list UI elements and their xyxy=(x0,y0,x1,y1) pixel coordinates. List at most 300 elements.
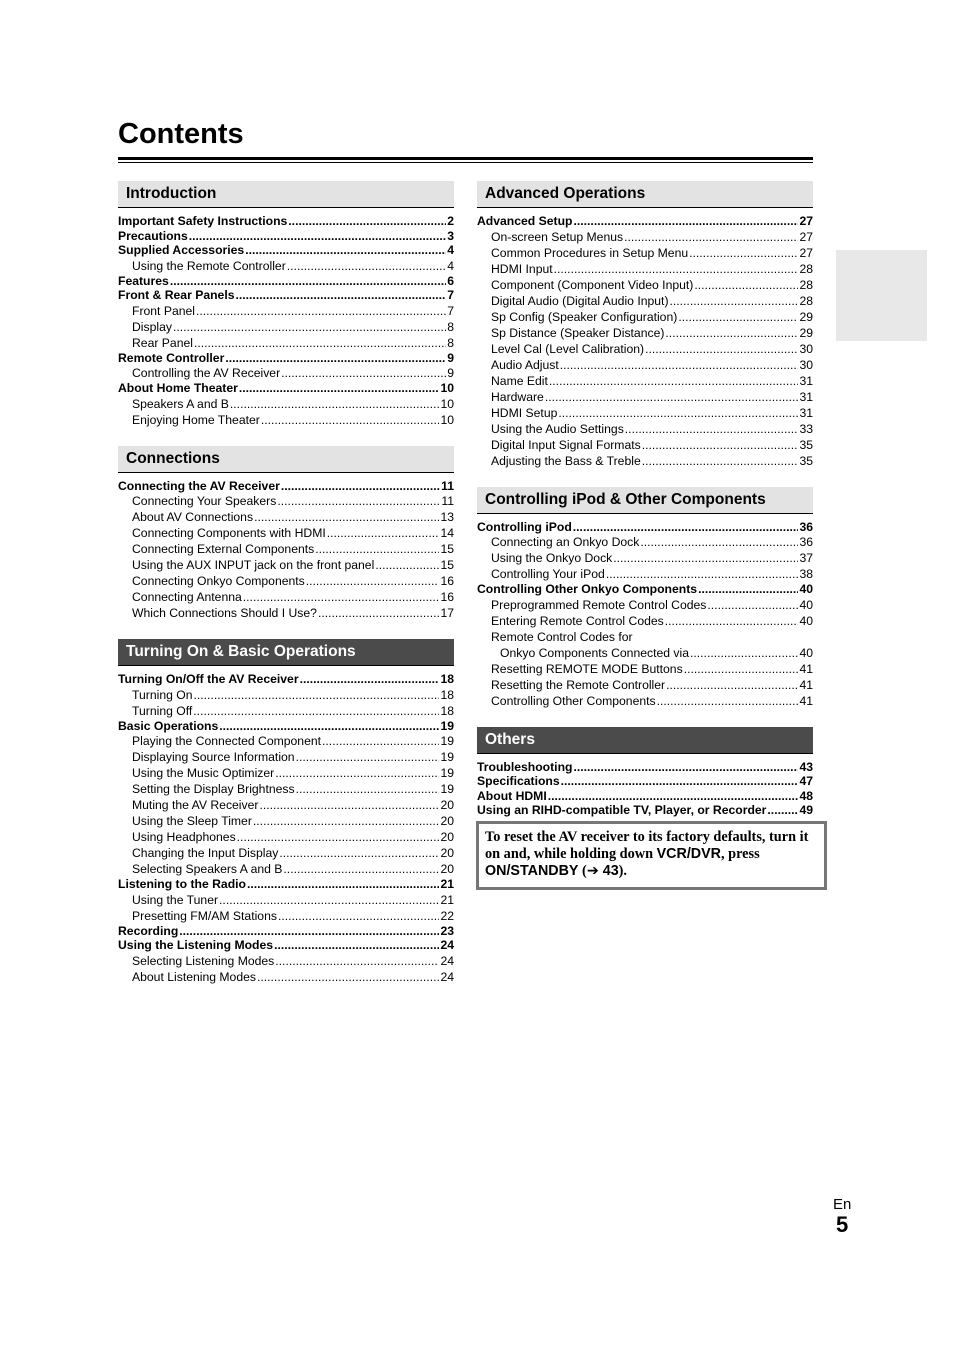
dot-leader xyxy=(245,243,446,258)
section-connections xyxy=(118,446,454,622)
toc-entry-label: Connecting External Components xyxy=(132,542,315,556)
toc-entry[interactable] xyxy=(118,365,454,381)
toc-entry[interactable] xyxy=(118,781,454,797)
section-heading: Introduction xyxy=(118,181,454,208)
dot-leader xyxy=(561,774,799,789)
dot-leader xyxy=(642,437,799,453)
dot-leader xyxy=(296,749,440,765)
toc-entry[interactable] xyxy=(477,405,813,421)
toc-entry[interactable] xyxy=(118,589,454,605)
dot-leader xyxy=(279,845,439,861)
toc-entry[interactable] xyxy=(118,797,454,813)
toc-entry-label: Muting the AV Receiver xyxy=(132,798,259,812)
toc-entry-label: Precautions xyxy=(118,228,188,243)
toc-entry[interactable] xyxy=(118,288,454,303)
section-gap xyxy=(477,469,813,487)
toc-entry-label: Specifications xyxy=(477,774,560,788)
toc-entry[interactable] xyxy=(477,645,813,661)
toc-entry-label: Resetting REMOTE MODE Buttons xyxy=(491,661,683,676)
dot-leader xyxy=(645,341,798,357)
toc-entry-label: Turning Off xyxy=(132,703,193,718)
toc-entry[interactable] xyxy=(477,373,813,389)
toc-entry-label: Common Procedures in Setup Menu xyxy=(491,245,689,260)
toc-entry-label: Speakers A and B xyxy=(132,396,229,411)
toc-entry-page: 19 xyxy=(440,718,454,733)
toc-entry[interactable] xyxy=(477,421,813,437)
toc-entry-page: 7 xyxy=(447,288,454,302)
toc-entry[interactable] xyxy=(477,389,813,405)
dot-leader xyxy=(230,396,440,412)
toc-entry[interactable] xyxy=(118,509,454,525)
dot-leader xyxy=(179,924,439,939)
dot-leader xyxy=(254,509,439,525)
dot-leader xyxy=(665,613,799,629)
toc-entry-label: Troubleshooting xyxy=(477,759,573,774)
dot-leader xyxy=(253,813,440,829)
side-tab-marker xyxy=(836,250,927,341)
section-heading: Advanced Operations xyxy=(477,181,813,208)
toc-entry[interactable] xyxy=(477,309,813,325)
toc-entry-label: Using Headphones xyxy=(132,830,236,844)
toc-entry[interactable] xyxy=(118,877,454,892)
toc-entry[interactable] xyxy=(118,541,454,557)
toc-entry-page: 21 xyxy=(440,877,454,891)
toc-entry-label: Digital Input Signal Formats xyxy=(491,437,641,452)
toc-entry-page: 35 xyxy=(799,453,813,468)
toc-entry-label: Using the Tuner xyxy=(132,892,219,907)
toc-entry[interactable] xyxy=(477,293,813,309)
dot-leader xyxy=(219,892,439,908)
toc-list xyxy=(477,214,813,469)
page-title: Contents xyxy=(118,118,244,150)
toc-entry-page: 23 xyxy=(440,923,454,938)
dot-leader xyxy=(283,861,439,877)
toc-entry-label: Controlling iPod xyxy=(477,519,572,534)
toc-entry[interactable] xyxy=(477,677,813,693)
toc-list xyxy=(118,479,454,622)
toc-entry[interactable] xyxy=(118,243,454,258)
toc-entry-page: 9 xyxy=(447,350,454,365)
toc-entry-label: Controlling the AV Receiver xyxy=(132,366,281,380)
toc-entry-page: 17 xyxy=(440,606,454,620)
dot-leader xyxy=(670,293,799,309)
dot-leader xyxy=(375,557,439,573)
dot-leader xyxy=(296,781,440,797)
toc-entry[interactable] xyxy=(118,938,454,953)
dot-leader xyxy=(318,605,439,621)
toc-entry-label: Controlling Other Components xyxy=(491,693,656,708)
toc-entry[interactable] xyxy=(118,258,454,274)
toc-entry-label: Features xyxy=(118,273,169,288)
dot-leader xyxy=(306,573,440,589)
toc-entry-page: 38 xyxy=(799,567,813,581)
note-text: , press xyxy=(720,846,760,862)
note-text: To reset the AV receiver to its factory defaults, turn it on and, while holding down xyxy=(485,829,809,862)
toc-entry-label: Resetting the Remote Controller xyxy=(491,677,666,692)
toc-entry[interactable] xyxy=(477,629,813,645)
dot-leader xyxy=(327,525,440,541)
toc-entry-page: 28 xyxy=(799,293,813,308)
toc-entry[interactable] xyxy=(477,437,813,453)
toc-entry[interactable] xyxy=(477,661,813,677)
toc-entry[interactable] xyxy=(118,381,454,396)
toc-entry-page: 9 xyxy=(447,366,454,380)
toc-entry[interactable] xyxy=(477,566,813,582)
toc-entry[interactable] xyxy=(118,861,454,877)
toc-entry[interactable] xyxy=(118,335,454,351)
dot-leader xyxy=(560,357,799,373)
toc-entry[interactable] xyxy=(118,892,454,908)
toc-entry[interactable] xyxy=(118,274,454,289)
section-advanced xyxy=(477,181,813,469)
toc-entry-label: Connecting Your Speakers xyxy=(132,494,277,508)
toc-entry[interactable] xyxy=(118,557,454,573)
dot-leader xyxy=(300,672,440,687)
toc-entry[interactable] xyxy=(118,605,454,621)
toc-entry-label: HDMI Input xyxy=(491,261,553,276)
toc-entry-label: Enjoying Home Theater xyxy=(132,412,260,427)
toc-entry[interactable] xyxy=(118,749,454,765)
toc-entry[interactable] xyxy=(118,969,454,985)
toc-entry-page: 31 xyxy=(799,389,813,404)
toc-entry-label: Turning On xyxy=(132,687,193,702)
dot-leader xyxy=(274,938,439,953)
note-key-vcr-dvr: VCR/DVR xyxy=(656,846,721,862)
toc-entry-page: 11 xyxy=(441,494,454,508)
dot-leader xyxy=(225,351,446,366)
toc-entry-label: Basic Operations xyxy=(118,718,219,733)
toc-entry-page: 20 xyxy=(440,798,454,812)
toc-entry-page: 36 xyxy=(799,519,813,534)
toc-entry[interactable] xyxy=(477,760,813,775)
toc-entry-label: Sp Config (Speaker Configuration) xyxy=(491,309,678,324)
toc-entry-page: 24 xyxy=(440,953,454,968)
toc-entry-page: 40 xyxy=(799,613,813,628)
toc-entry-label: Setting the Display Brightness xyxy=(132,782,295,796)
toc-entry[interactable] xyxy=(118,703,454,719)
toc-entry-page: 29 xyxy=(799,325,813,340)
arrow-right-icon: ➔ xyxy=(586,863,599,879)
dot-leader xyxy=(239,381,440,396)
toc-entry-label: Front & Rear Panels xyxy=(118,288,235,302)
toc-entry-label: Onkyo Components Connected via xyxy=(500,645,690,660)
toc-entry-page: 16 xyxy=(440,574,454,588)
toc-entry-label: Name Edit xyxy=(491,373,548,388)
dot-leader xyxy=(196,303,446,319)
toc-entry-page: 19 xyxy=(440,750,454,764)
dot-leader xyxy=(259,797,439,813)
toc-entry-label: Connecting Onkyo Components xyxy=(132,574,305,588)
dot-leader xyxy=(243,589,440,605)
toc-entry-page: 49 xyxy=(799,803,813,817)
toc-entry-page: 28 xyxy=(799,261,813,276)
toc-entry-page: 40 xyxy=(799,645,813,660)
toc-entry-label: Controlling Your iPod xyxy=(491,567,605,581)
dot-leader xyxy=(689,245,798,261)
toc-entry-label: Connecting an Onkyo Dock xyxy=(491,535,640,549)
toc-entry-page: 4 xyxy=(447,243,454,257)
toc-entry[interactable] xyxy=(477,229,813,245)
toc-entry-page: 10 xyxy=(440,381,454,395)
dot-leader xyxy=(558,405,798,421)
dot-leader xyxy=(315,541,439,557)
toc-entry[interactable] xyxy=(477,613,813,629)
toc-entry-page: 15 xyxy=(440,558,454,572)
toc-entry-label: Remote Controller xyxy=(118,350,225,365)
toc-entry[interactable] xyxy=(477,214,813,229)
toc-entry[interactable] xyxy=(477,550,813,566)
toc-entry-label: Playing the Connected Component xyxy=(132,734,322,748)
toc-entry[interactable] xyxy=(477,693,813,709)
dot-leader xyxy=(666,677,798,693)
dot-leader xyxy=(275,765,439,781)
dot-leader xyxy=(642,453,799,469)
toc-entry-label: Advanced Setup xyxy=(477,214,573,228)
toc-entry[interactable] xyxy=(477,261,813,277)
toc-entry-label: About HDMI xyxy=(477,788,547,803)
toc-entry[interactable] xyxy=(477,453,813,469)
dot-leader xyxy=(275,953,439,969)
dot-leader xyxy=(548,789,799,804)
toc-entry-page: 36 xyxy=(799,535,813,549)
section-heading: Controlling iPod & Other Components xyxy=(477,487,813,514)
toc-list xyxy=(118,214,454,428)
toc-entry-label: About Listening Modes xyxy=(132,969,256,984)
toc-entry-label: Preprogrammed Remote Control Codes xyxy=(491,597,707,612)
toc-entry-page: 31 xyxy=(799,373,813,388)
dot-leader xyxy=(545,389,799,405)
dot-leader xyxy=(707,597,798,613)
toc-entry[interactable] xyxy=(477,341,813,357)
toc-entry[interactable] xyxy=(118,813,454,829)
dot-leader xyxy=(194,335,446,351)
toc-entry[interactable] xyxy=(118,229,454,244)
toc-entry-page: 41 xyxy=(799,677,813,692)
toc-entry[interactable] xyxy=(118,214,454,229)
toc-entry[interactable] xyxy=(477,357,813,373)
toc-entry-label: Level Cal (Level Calibration) xyxy=(491,341,645,356)
dot-leader xyxy=(767,803,798,818)
left-column xyxy=(118,181,454,985)
dot-leader xyxy=(322,733,439,749)
toc-entry-label: About AV Connections xyxy=(132,510,254,524)
toc-entry[interactable] xyxy=(118,765,454,781)
dot-leader xyxy=(194,687,440,703)
toc-entry[interactable] xyxy=(118,845,454,861)
toc-entry-label: Which Connections Should I Use? xyxy=(132,606,317,620)
toc-entry[interactable] xyxy=(118,351,454,366)
dot-leader xyxy=(189,229,446,244)
toc-entry[interactable] xyxy=(477,597,813,613)
section-heading: Turning On & Basic Operations xyxy=(118,639,454,666)
page-number: 5 xyxy=(836,1212,849,1237)
toc-entry-page: 14 xyxy=(440,526,454,540)
toc-entry-page: 20 xyxy=(440,862,454,876)
toc-entry-page: 33 xyxy=(799,421,813,436)
toc-entry[interactable] xyxy=(118,396,454,412)
toc-entry-label: Using an RIHD-compatible TV, Player, or Recorder xyxy=(477,803,767,817)
toc-entry[interactable] xyxy=(118,319,454,335)
toc-entry[interactable] xyxy=(477,325,813,341)
dot-leader xyxy=(549,373,799,389)
toc-entry[interactable] xyxy=(118,479,454,494)
toc-entry[interactable] xyxy=(118,412,454,428)
toc-entry[interactable] xyxy=(118,303,454,319)
toc-entry-label: Displaying Source Information xyxy=(132,750,295,764)
dot-leader xyxy=(219,719,439,734)
dot-leader xyxy=(277,493,440,509)
toc-list xyxy=(477,760,813,818)
toc-entry-page: 21 xyxy=(440,892,454,907)
title-rule-thin xyxy=(118,162,813,163)
dot-leader xyxy=(665,325,798,341)
dot-leader xyxy=(170,274,446,289)
toc-entry-label: Recording xyxy=(118,923,179,938)
dot-leader xyxy=(278,908,439,924)
toc-entry-page: 41 xyxy=(799,661,813,676)
toc-entry-page: 18 xyxy=(440,672,454,686)
toc-entry-page: 11 xyxy=(441,478,454,493)
dot-leader xyxy=(625,421,799,437)
toc-entry-label: About Home Theater xyxy=(118,381,238,395)
toc-entry-label: Using the Audio Settings xyxy=(491,421,624,436)
dot-leader xyxy=(613,550,798,566)
toc-entry-label: Adjusting the Bass & Treble xyxy=(491,453,641,468)
dot-leader xyxy=(657,693,799,709)
toc-entry-page: 19 xyxy=(440,766,454,780)
toc-entry[interactable] xyxy=(118,672,454,687)
toc-entry-page: 24 xyxy=(440,938,454,952)
dot-leader xyxy=(573,520,799,535)
toc-entry-page: 10 xyxy=(440,396,454,411)
toc-entry-label: Audio Adjust xyxy=(491,357,559,372)
toc-entry-label: Rear Panel xyxy=(132,335,193,350)
toc-entry[interactable] xyxy=(118,525,454,541)
note-text: ). xyxy=(618,863,628,879)
dot-leader xyxy=(684,661,799,677)
toc-entry-page: 24 xyxy=(440,969,454,984)
toc-entry-page: 19 xyxy=(440,782,454,796)
toc-entry-label: Hardware xyxy=(491,389,544,404)
toc-entry-page: 37 xyxy=(799,551,813,565)
dot-leader xyxy=(288,214,446,229)
dot-leader xyxy=(573,760,798,775)
toc-entry-page: 8 xyxy=(447,319,454,334)
section-heading: Others xyxy=(477,727,813,754)
toc-entry-label: Front Panel xyxy=(132,303,196,318)
toc-entry-page: 15 xyxy=(440,542,454,556)
toc-entry[interactable] xyxy=(477,803,813,818)
toc-entry-page: 43 xyxy=(799,759,813,774)
dot-leader xyxy=(236,288,447,303)
toc-entry[interactable] xyxy=(477,520,813,535)
toc-entry[interactable] xyxy=(118,829,454,845)
toc-entry-label: Component (Component Video Input) xyxy=(491,277,694,292)
toc-entry-label: Listening to the Radio xyxy=(118,877,246,891)
language-label: En xyxy=(833,1196,852,1213)
toc-entry[interactable] xyxy=(118,924,454,939)
toc-entry-page: 41 xyxy=(799,693,813,708)
toc-entry-page: 40 xyxy=(799,582,813,596)
toc-entry[interactable] xyxy=(118,953,454,969)
toc-entry-label: Selecting Listening Modes xyxy=(132,953,275,968)
toc-entry-label: Using the Onkyo Dock xyxy=(491,551,613,565)
toc-entry-page: 31 xyxy=(799,405,813,420)
section-heading: Connections xyxy=(118,446,454,473)
toc-entry[interactable] xyxy=(118,493,454,509)
toc-entry-page: 20 xyxy=(440,846,454,860)
section-gap xyxy=(477,709,813,727)
toc-entry-label: Connecting Antenna xyxy=(132,590,242,604)
title-rule xyxy=(118,157,813,160)
toc-entry-page: 27 xyxy=(799,245,813,260)
toc-entry-page: 40 xyxy=(799,597,813,612)
dot-leader xyxy=(281,365,446,381)
toc-entry-label: Selecting Speakers A and B xyxy=(132,862,283,876)
toc-entry-page: 20 xyxy=(440,814,454,828)
toc-entry-page: 2 xyxy=(447,214,454,228)
toc-entry-label: Using the AUX INPUT jack on the front panel xyxy=(132,558,375,572)
dot-leader xyxy=(257,969,439,985)
toc-entry-page: 27 xyxy=(799,214,813,228)
dot-leader xyxy=(281,479,440,494)
dot-leader xyxy=(574,214,799,229)
toc-entry-label: Remote Control Codes for xyxy=(491,629,633,644)
toc-entry-page: 47 xyxy=(799,774,813,788)
dot-leader xyxy=(261,412,440,428)
toc-entry[interactable] xyxy=(118,573,454,589)
note-text: ( xyxy=(578,863,587,879)
dot-leader xyxy=(606,566,799,582)
toc-entry[interactable] xyxy=(118,719,454,734)
toc-entry-page: 7 xyxy=(447,303,454,318)
section-introduction xyxy=(118,181,454,428)
toc-entry-page: 27 xyxy=(799,229,813,244)
section-ipod xyxy=(477,487,813,709)
toc-entry-page: 16 xyxy=(440,590,454,604)
toc-entry-label: On-screen Setup Menus xyxy=(491,229,624,244)
toc-entry-label: Supplied Accessories xyxy=(118,243,245,257)
toc-entry-page: 18 xyxy=(440,687,454,702)
toc-entry[interactable] xyxy=(118,908,454,924)
dot-leader xyxy=(698,582,798,597)
toc-entry-label: Important Safety Instructions xyxy=(118,214,288,228)
right-column xyxy=(477,181,813,818)
dot-leader xyxy=(247,877,439,892)
toc-entry-label: Presetting FM/AM Stations xyxy=(132,908,277,923)
toc-entry-label: Sp Distance (Speaker Distance) xyxy=(491,325,665,340)
toc-entry-label: Turning On/Off the AV Receiver xyxy=(118,672,299,686)
toc-entry-label: Changing the Input Display xyxy=(132,846,279,860)
toc-entry[interactable] xyxy=(477,245,813,261)
toc-entry[interactable] xyxy=(118,687,454,703)
toc-entry[interactable] xyxy=(477,789,813,804)
note-key-on-standby: ON/STANDBY xyxy=(485,863,579,879)
toc-entry[interactable] xyxy=(477,582,813,597)
toc-entry[interactable] xyxy=(477,774,813,789)
toc-entry[interactable] xyxy=(118,733,454,749)
toc-entry-page: 18 xyxy=(440,703,454,718)
toc-entry-page: 48 xyxy=(799,788,813,803)
toc-entry[interactable] xyxy=(477,277,813,293)
section-others xyxy=(477,727,813,818)
dot-leader xyxy=(193,703,439,719)
toc-entry-page: 35 xyxy=(799,437,813,452)
dot-leader xyxy=(287,258,446,274)
toc-entry[interactable] xyxy=(477,534,813,550)
dot-leader xyxy=(678,309,798,325)
toc-entry-page: 8 xyxy=(447,335,454,350)
